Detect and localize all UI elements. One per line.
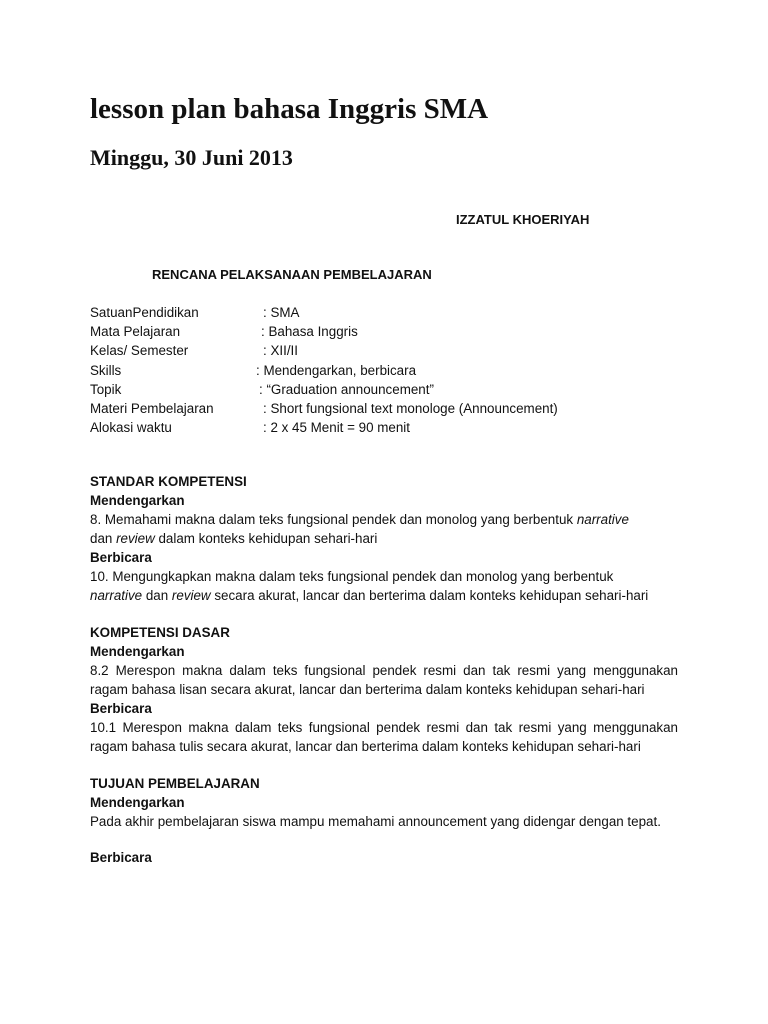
info-row-alokasi	[90, 418, 710, 437]
subheading-berbicara: Berbicara	[90, 850, 152, 865]
info-label: Skills	[90, 362, 122, 378]
info-value: : 2 x 45 Menit = 90 menit	[263, 420, 411, 436]
section-heading-sk: STANDAR KOMPETENSI	[90, 474, 247, 489]
info-value: : XII/II	[263, 343, 298, 359]
info-row-skills	[90, 361, 710, 380]
spacer	[90, 756, 678, 774]
info-label: Kelas/ Semester	[90, 343, 189, 359]
spacer	[90, 831, 678, 848]
info-table	[90, 303, 710, 437]
info-row-materi	[90, 399, 710, 418]
paragraph-kd-listen: 8.2 Merespon makna dalam teks fungsional pendek resmi dan tak resmi yang menggunakan ragam bahasa lisan secara akurat, lancar dan berterima dalam konteks kehidupan sehari-hari	[90, 663, 678, 697]
document-body	[90, 472, 678, 867]
info-label: Alokasi waktu	[90, 420, 172, 436]
author-name: IZZATUL KHOERIYAH	[456, 212, 590, 227]
info-value: : SMA	[263, 305, 300, 320]
info-row-kelas	[90, 341, 710, 360]
info-label: Topik	[90, 381, 122, 397]
subheading-berbicara: Berbicara	[90, 701, 152, 716]
info-value: : Mendengarkan, berbicara	[256, 362, 417, 378]
subheading-mendengarkan: Mendengarkan	[90, 644, 185, 659]
document-title: lesson plan bahasa Inggris SMA	[90, 93, 489, 125]
rpp-heading: RENCANA PELAKSANAAN PEMBELAJARAN	[152, 267, 432, 282]
info-value: : “Graduation announcement”	[259, 381, 434, 397]
info-value: : Short fungsional text monologe (Announcement)	[263, 400, 558, 416]
document-date: Minggu, 30 Juni 2013	[90, 145, 293, 170]
subheading-berbicara: Berbicara	[90, 550, 152, 565]
info-label: SatuanPendidikan	[90, 305, 199, 320]
info-row-mapel	[90, 322, 710, 341]
subheading-mendengarkan: Mendengarkan	[90, 795, 185, 810]
info-value: : Bahasa Inggris	[261, 324, 358, 340]
section-heading-kd: KOMPETENSI DASAR	[90, 625, 230, 640]
section-heading-tp: TUJUAN PEMBELAJARAN	[90, 776, 260, 791]
spacer	[90, 605, 678, 623]
paragraph-sk-listen: 8. Memahami makna dalam teks fungsional pendek dan monolog yang berbentuk narrative dan review dalam konteks kehidupan sehari-hari	[90, 512, 629, 546]
subheading-mendengarkan: Mendengarkan	[90, 493, 185, 508]
paragraph-sk-speak: 10. Mengungkapkan makna dalam teks fungsional pendek dan monolog yang berbentuk narrative dan review secara akurat, lancar dan berterima dalam konteks kehidupan sehari-hari	[90, 569, 649, 603]
info-label: Materi Pembelajaran	[90, 400, 214, 416]
info-row-topik	[90, 380, 710, 399]
paragraph-kd-speak: 10.1 Merespon makna dalam teks fungsional pendek resmi dan tak resmi yang menggunakan ragam bahasa tulis secara akurat, lancar dan berterima dalam konteks kehidupan sehari-hari	[90, 720, 678, 754]
info-row-satuan	[90, 303, 710, 322]
info-label: Mata Pelajaran	[90, 324, 181, 340]
paragraph-tp-listen: Pada akhir pembelajaran siswa mampu memahami announcement yang didengar dengan tepat.	[90, 814, 661, 829]
